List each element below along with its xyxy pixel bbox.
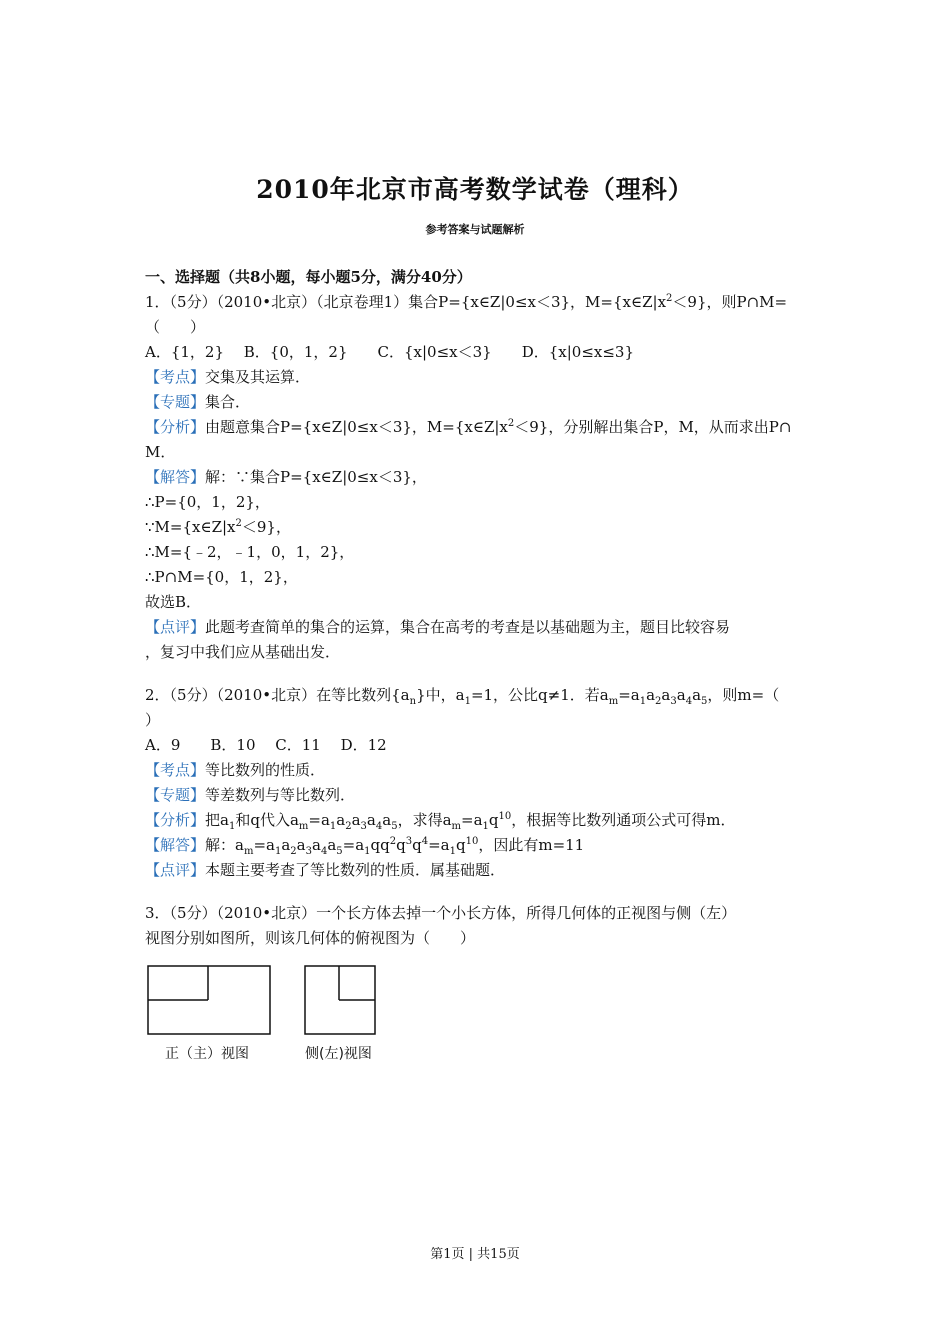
- zhuanti-text: 等差数列与等比数列．: [205, 786, 356, 804]
- subscript: m: [243, 846, 254, 857]
- superscript: 2: [507, 418, 515, 429]
- subscript: 1: [639, 696, 647, 707]
- subscript: 1: [364, 846, 371, 857]
- three-view-figure: [145, 963, 810, 1083]
- question-stem-cont: 视图分别如图所，则该几何体的俯视图为（ ）: [145, 929, 476, 947]
- question-1: [145, 290, 810, 665]
- page-footer: 第1页 | 共15页: [430, 1247, 520, 1262]
- subscript: 1: [228, 821, 236, 832]
- subscript: 5: [336, 846, 343, 857]
- question-stem-cont: （ ）: [145, 318, 206, 336]
- fenxi-row: [145, 415, 810, 440]
- t: a: [366, 811, 376, 829]
- t: a: [296, 836, 306, 854]
- t: 解：a: [205, 836, 244, 854]
- subscript: 2: [345, 821, 352, 832]
- zhuanti-tag: 【专题】: [145, 393, 206, 411]
- t: qq: [370, 836, 390, 854]
- t: a: [312, 836, 321, 854]
- solution-step: 故选B．: [145, 593, 202, 611]
- superscript: 10: [465, 836, 479, 847]
- superscript: 10: [498, 811, 512, 822]
- jieda-row: [145, 465, 810, 490]
- t: a: [281, 836, 291, 854]
- subscript: 1: [449, 846, 456, 857]
- stem-text: 1．（5分）（2010•北京）（北京卷理1）集合P={x∈Z|0≤x＜3}，M={x∈Z|x: [145, 293, 667, 311]
- dianping-row: [145, 615, 810, 640]
- superscript: 2: [666, 293, 673, 304]
- subscript: m: [451, 821, 462, 832]
- step-text: ∵M={x∈Z|x: [145, 518, 236, 536]
- t: q: [456, 836, 466, 854]
- question-stem: [145, 290, 810, 315]
- kaodian-tag: 【考点】: [145, 368, 206, 386]
- subscript: 2: [290, 846, 297, 857]
- subscript: 1: [329, 821, 337, 832]
- subscript: 2: [655, 696, 662, 707]
- jieda-row: [145, 833, 810, 858]
- zhuanti-row: [145, 390, 810, 415]
- t: a: [692, 686, 702, 704]
- question-options: A．9 B．10 C．11 D．12: [145, 736, 387, 754]
- t: =a: [342, 836, 365, 854]
- subscript: 4: [320, 846, 328, 857]
- jieda-tag: 【解答】: [145, 836, 206, 854]
- fenxi-tag: 【分析】: [145, 811, 206, 829]
- t: a: [336, 811, 346, 829]
- fenxi-text: 由题意集合P={x∈Z|0≤x＜3}，M={x∈Z|x: [205, 418, 508, 436]
- side-view-label: 侧(左)视图: [305, 1046, 372, 1062]
- kaodian-tag: 【考点】: [145, 761, 206, 779]
- t: q: [412, 836, 422, 854]
- question-stem: [145, 683, 810, 708]
- subscript: 1: [274, 846, 282, 857]
- t: 把a: [205, 811, 229, 829]
- t: ，则m=（: [707, 686, 780, 704]
- t: q: [488, 811, 499, 829]
- t: q: [396, 836, 406, 854]
- fenxi-text: ＜9}，分别解出集合P，M，从而求出P∩: [514, 418, 792, 436]
- superscript: 4: [421, 836, 429, 847]
- t: a: [327, 836, 337, 854]
- fenxi-tag: 【分析】: [145, 418, 206, 436]
- side-view-diagram: [305, 966, 375, 1034]
- front-view-diagram: [148, 966, 270, 1034]
- dianping-row: [145, 858, 810, 883]
- question-2: [145, 683, 810, 883]
- t: a: [661, 686, 671, 704]
- kaodian-text: 等比数列的性质．: [205, 761, 326, 779]
- t: =a: [428, 836, 450, 854]
- t: =a: [618, 686, 640, 704]
- question-stem-cont: ）: [145, 711, 161, 729]
- solution-step: ∴P={0，1，2}，: [145, 493, 270, 511]
- t: =a: [308, 811, 330, 829]
- subscript: 3: [305, 846, 312, 857]
- dianping-tag: 【点评】: [145, 618, 206, 636]
- subscript: 3: [670, 696, 677, 707]
- stem-text: ＜9}，则P∩M=: [672, 293, 788, 311]
- zhuanti-row: [145, 783, 810, 808]
- zhuanti-text: 集合．: [205, 393, 251, 411]
- superscript: 3: [405, 836, 413, 847]
- t: 和q代入a: [235, 811, 299, 829]
- dianping-text: 此题考查简单的集合的运算，集合在高考的考查是以基础题为主，题目比较容易: [205, 618, 731, 636]
- subscript: 3: [360, 821, 367, 832]
- superscript: 2: [235, 518, 242, 529]
- question-options: A．{1，2} B．{0，1，2} C．{x|0≤x＜3} D．{x|0≤x≤3}: [145, 343, 635, 361]
- subscript: 5: [391, 821, 398, 832]
- subscript: n: [409, 696, 417, 707]
- dianping-text: 本题主要考查了等比数列的性质．属基础题．: [205, 861, 506, 879]
- t: a: [351, 811, 361, 829]
- step-text: ＜9}，: [241, 518, 291, 536]
- page-title: 2010年北京市高考数学试卷（理科）: [256, 175, 694, 204]
- dianping-cont: ，复习中我们应从基础出发．: [145, 643, 341, 661]
- t: ，因此有m=11: [478, 836, 585, 854]
- kaodian-row: [145, 365, 810, 390]
- front-view-label: 正（主）视图: [165, 1046, 249, 1062]
- subscript: 1: [482, 821, 489, 832]
- subscript: 5: [701, 696, 708, 707]
- question-stem: 3．（5分）（2010•北京）一个长方体去掉一个小长方体，所得几何体的正视图与侧（左）: [145, 904, 737, 922]
- page-subtitle: 参考答案与试题解析: [425, 223, 525, 236]
- t: }中，a: [416, 686, 465, 704]
- jieda-text: 解：∵集合P={x∈Z|0≤x＜3}，: [205, 468, 427, 486]
- solution-step: [145, 515, 810, 540]
- t: =a: [253, 836, 275, 854]
- t: a: [676, 686, 686, 704]
- t: a: [646, 686, 656, 704]
- t: =1，公比q≠1．若a: [470, 686, 609, 704]
- solution-step: ∴P∩M={0，1，2}，: [145, 568, 298, 586]
- zhuanti-tag: 【专题】: [145, 786, 206, 804]
- t: 2．（5分）（2010•北京）在等比数列{a: [145, 686, 410, 704]
- subscript: 4: [685, 696, 693, 707]
- subscript: 4: [375, 821, 383, 832]
- fenxi-cont: M．: [145, 443, 176, 461]
- superscript: 2: [389, 836, 397, 847]
- t: ，根据等比数列通项公式可得m．: [511, 811, 736, 829]
- jieda-tag: 【解答】: [145, 468, 206, 486]
- kaodian-row: [145, 758, 810, 783]
- solution-step: ∴M={﹣2，﹣1，0，1，2}，: [145, 543, 355, 561]
- fenxi-row: [145, 808, 810, 833]
- kaodian-text: 交集及其运算．: [205, 368, 311, 386]
- t: a: [382, 811, 392, 829]
- t: =a: [461, 811, 483, 829]
- subscript: 1: [464, 696, 471, 707]
- question-3: [145, 901, 810, 1083]
- subscript: m: [298, 821, 309, 832]
- t: ，求得a: [397, 811, 452, 829]
- dianping-tag: 【点评】: [145, 861, 206, 879]
- section-title: 一、选择题（共8小题，每小题5分，满分40分）: [145, 268, 472, 286]
- document-body: [145, 265, 810, 1083]
- subscript: m: [608, 696, 619, 707]
